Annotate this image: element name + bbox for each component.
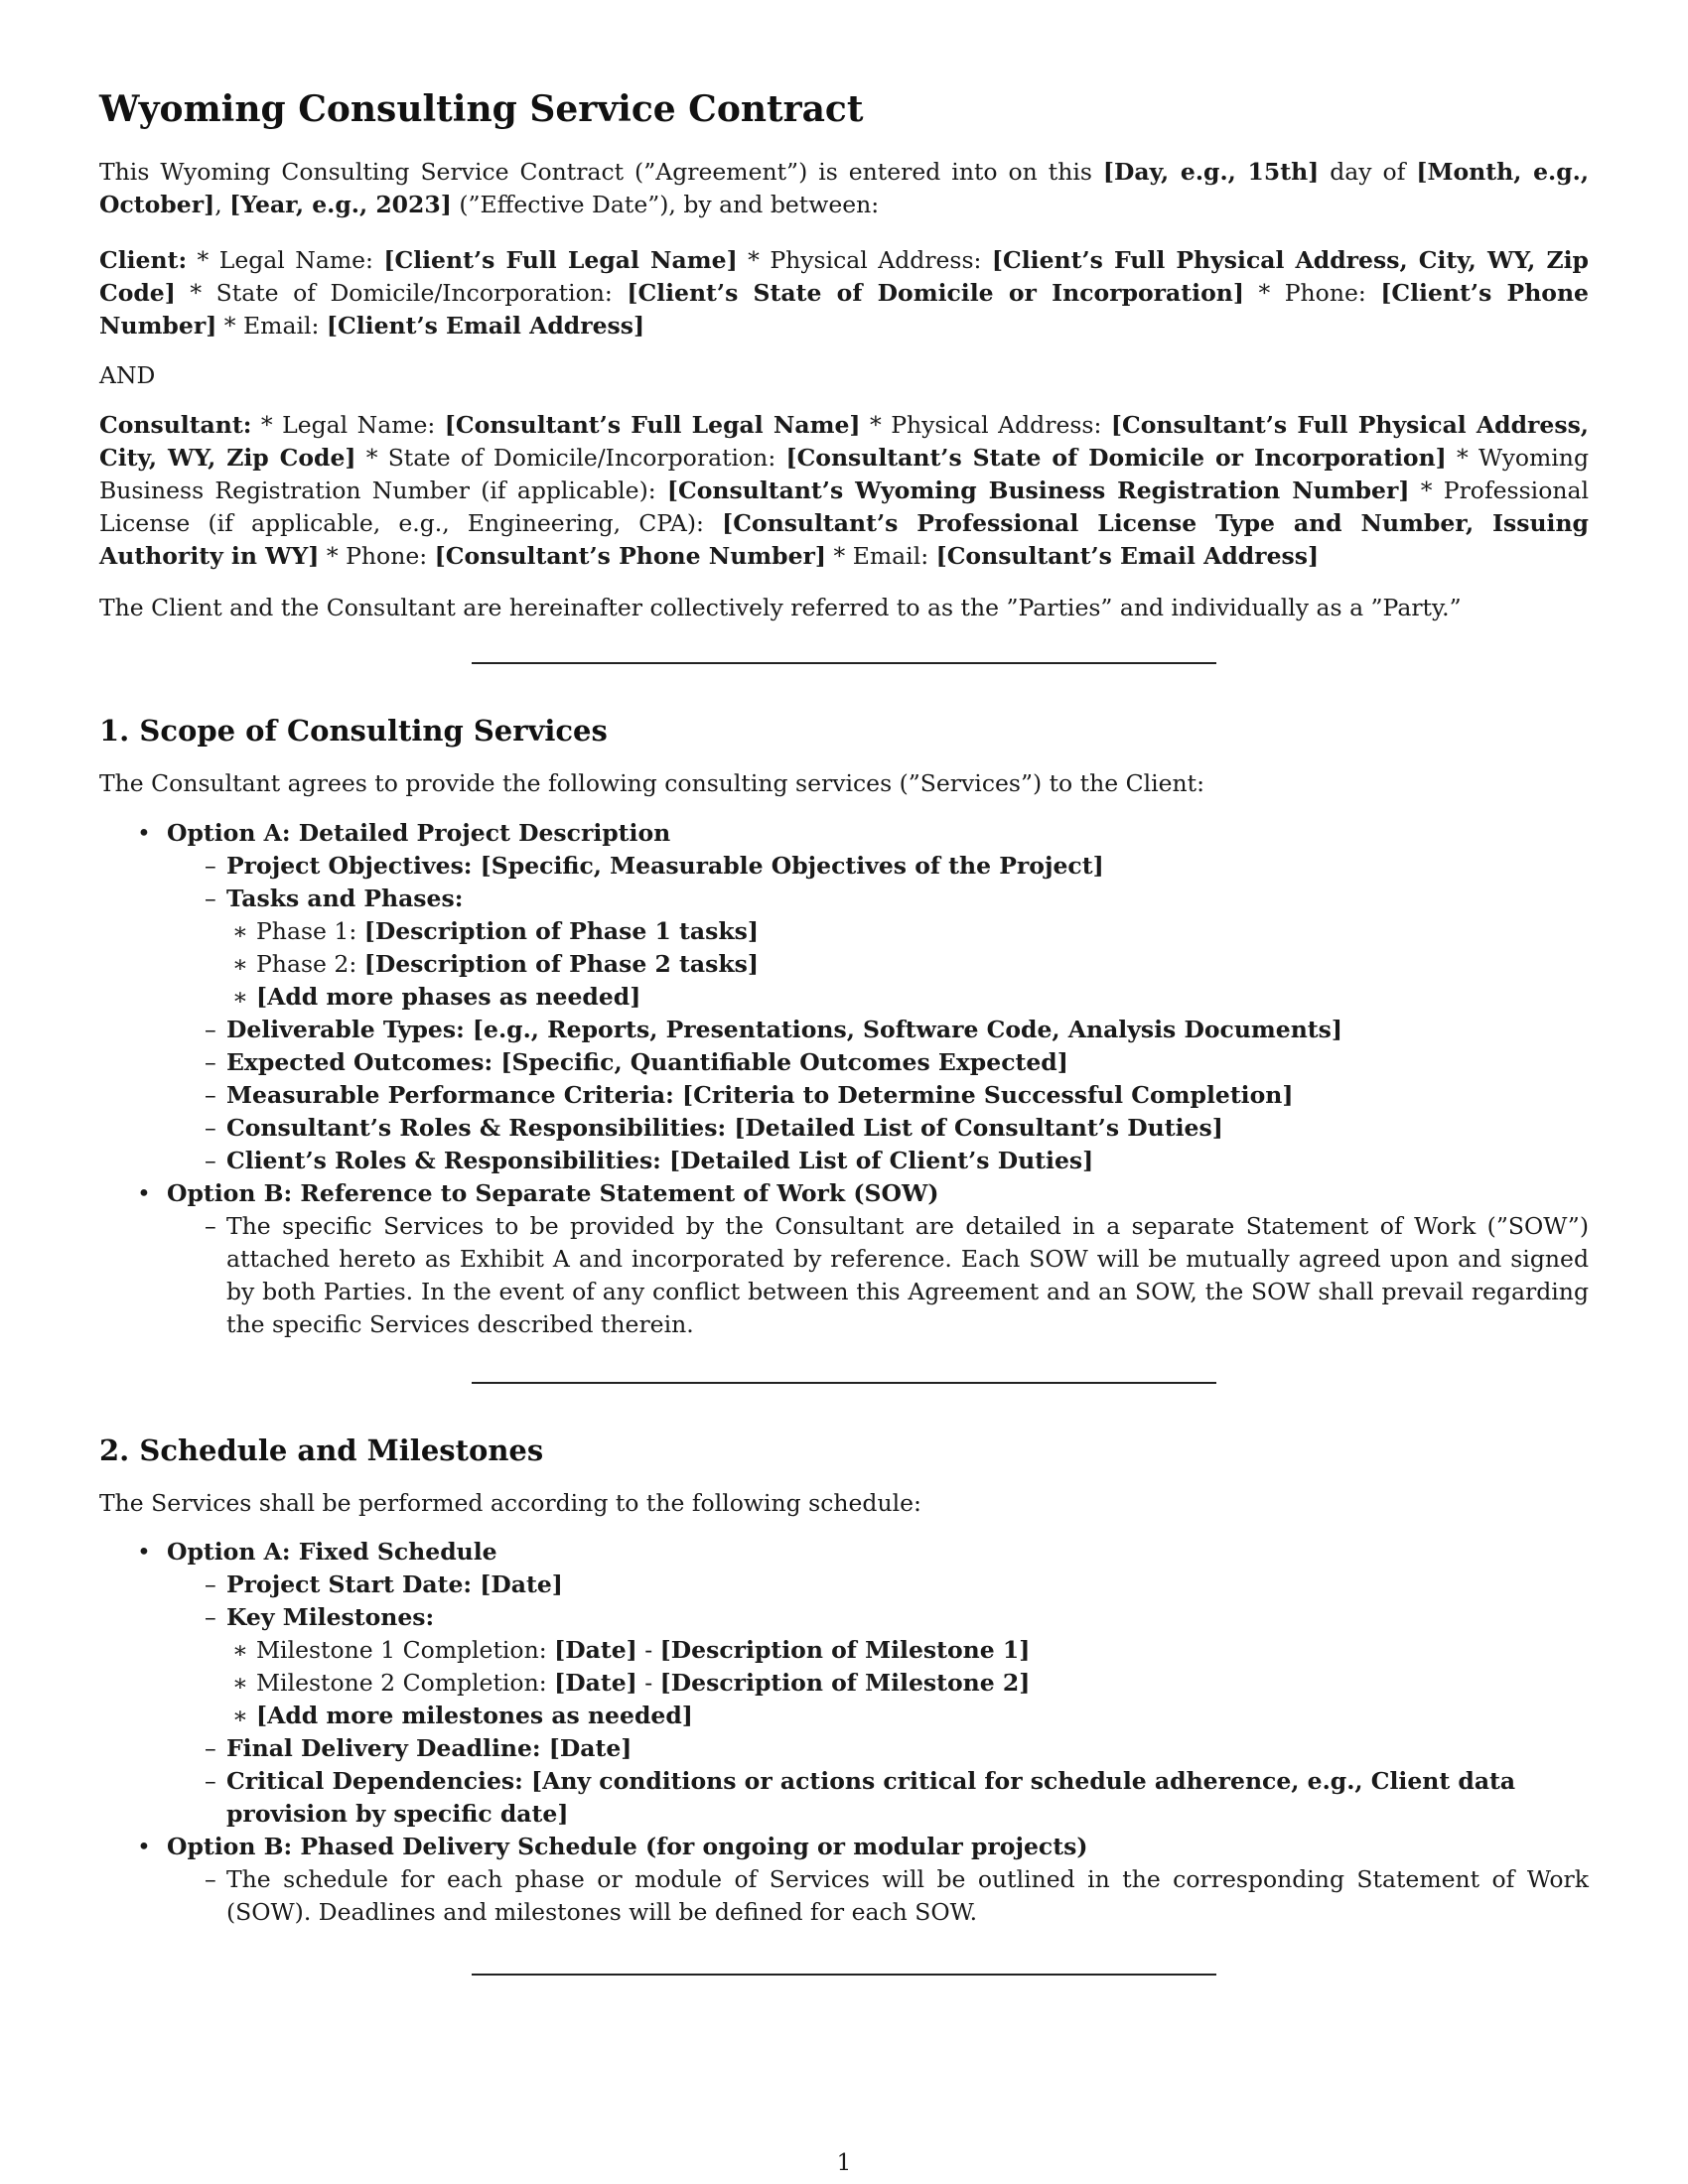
field-label: * Email: — [216, 312, 327, 340]
consultant-address: [Consultant’s Full Physical Address, City, WY, Zip Code] — [99, 411, 1589, 472]
client-domicile: [Client’s State of Domicile or Incorporation] — [627, 279, 1244, 307]
option-b-text: – The specific Services to be provided by the Consultant are detailed in a separate Statement of Work (”SOW”) attached hereto as Exhibit A and incorporated by reference. Each SOW will be mutually agreed upon and signed by both Parties. In the event of any conflict between this Agreement and an SOW, the SOW shall prevail regarding the specific Services described therein. — [226, 1212, 1589, 1338]
option-b-label: Option B: Phased Delivery Schedule (for ongoing or modular projects) — [167, 1833, 1088, 1860]
list-item — [167, 1014, 1589, 1046]
list-item — [167, 1569, 1589, 1601]
client-roles-placeholder: [Detailed List of Client’s Duties] — [669, 1147, 1094, 1174]
consultant-phone: [Consultant’s Phone Number] — [434, 542, 827, 570]
list-item — [167, 1079, 1589, 1112]
item-label: Client’s Roles & Responsibilities: — [226, 1147, 670, 1174]
item-label: Measurable Performance Criteria: — [226, 1081, 682, 1109]
separator: - — [636, 1669, 660, 1697]
option-a-label: Option A: Fixed Schedule — [167, 1538, 497, 1566]
page-number: 1 — [836, 2150, 852, 2176]
option-b-label: Option B: Reference to Separate Statement of Work (SOW) — [167, 1179, 939, 1207]
field-label: * Legal Name: — [187, 246, 384, 274]
final-deadline-placeholder: [Date] — [548, 1734, 633, 1762]
client-heading: Client: — [99, 246, 188, 274]
option-b-details — [167, 1210, 1589, 1341]
year-placeholder: [Year, e.g., 2023] — [229, 191, 452, 218]
intro-text: , — [214, 191, 230, 218]
field-label: * State of Domicile/Incorporation: — [355, 444, 786, 472]
list-item — [167, 1601, 1589, 1732]
field-label: * Email: — [826, 542, 936, 570]
section-1-intro: The Consultant agrees to provide the following consulting services (”Services”) to the Client: — [99, 769, 1205, 797]
consultant-roles-placeholder: [Detailed List of Consultant’s Duties] — [734, 1114, 1223, 1142]
month-placeholder: [Month, e.g., October] — [99, 158, 1589, 218]
more-phases-placeholder: [Add more phases as needed] — [256, 983, 641, 1011]
parties-paragraph: The Client and the Consultant are hereinafter collectively referred to as the ”Parties” and individually as a ”Party.” — [99, 594, 1462, 621]
dependencies-placeholder: [Any conditions or actions critical for schedule adherence, e.g., Client data provision by specific date] — [226, 1767, 1516, 1828]
consultant-block — [99, 409, 1589, 573]
option-b-details — [167, 1863, 1589, 1929]
list-item — [226, 948, 1589, 981]
client-block — [99, 244, 1589, 342]
field-label: * Phone: — [319, 542, 435, 570]
item-label: Final Delivery Deadline: — [226, 1734, 549, 1762]
list-item — [167, 1765, 1589, 1831]
client-email: [Client’s Email Address] — [326, 312, 645, 340]
list-item — [167, 1046, 1589, 1079]
field-label: * Physical Address: — [860, 411, 1111, 439]
milestone-1-description: [Description of Milestone 1] — [659, 1636, 1031, 1664]
separator: - — [636, 1636, 660, 1664]
milestone-2-date: [Date] — [554, 1669, 637, 1697]
client-legal-name: [Client’s Full Legal Name] — [383, 246, 738, 274]
list-item — [99, 817, 1589, 1177]
field-label: * Professional License (if applicable, e.g., Engineering, CPA): — [99, 477, 1589, 537]
section-divider — [472, 1974, 1216, 1976]
list-item — [167, 1863, 1589, 1929]
section-2-heading: 2. Schedule and Milestones — [99, 1433, 544, 1467]
milestone-1-date: [Date] — [554, 1636, 637, 1664]
section-2-intro: The Services shall be performed according to the following schedule: — [99, 1489, 921, 1517]
start-date-placeholder: [Date] — [480, 1570, 563, 1598]
list-item — [226, 915, 1589, 948]
consultant-license: [Consultant’s Professional License Type and Number, Issuing Authority in WY] — [99, 509, 1589, 570]
intro-text: This Wyoming Consulting Service Contract (”Agreement”) is entered into on this — [99, 158, 1103, 186]
list-item — [167, 1210, 1589, 1341]
option-a-details — [167, 1569, 1589, 1831]
consultant-email: [Consultant’s Email Address] — [935, 542, 1320, 570]
list-item — [167, 1145, 1589, 1177]
section-2-options — [99, 1536, 1589, 1929]
client-phone: [Client’s Phone Number] — [99, 279, 1589, 340]
criteria-placeholder: [Criteria to Determine Successful Completion] — [681, 1081, 1294, 1109]
option-a-label: Option A: Detailed Project Description — [167, 819, 671, 847]
item-label: Consultant’s Roles & Responsibilities: — [226, 1114, 735, 1142]
option-a-details — [167, 850, 1589, 1177]
item-label: Phase 1: — [256, 917, 364, 945]
phases-list — [226, 915, 1589, 1014]
more-milestones-placeholder: [Add more milestones as needed] — [256, 1702, 693, 1729]
item-label: Project Objectives: — [226, 852, 481, 880]
section-1-options — [99, 817, 1589, 1341]
list-item — [167, 850, 1589, 883]
milestone-2-description: [Description of Milestone 2] — [659, 1669, 1031, 1697]
list-item — [226, 1700, 1589, 1732]
day-placeholder: [Day, e.g., 15th] — [1102, 158, 1320, 186]
phase-1-placeholder: [Description of Phase 1 tasks] — [363, 917, 759, 945]
list-item — [226, 981, 1589, 1014]
list-item — [99, 1831, 1589, 1929]
section-divider — [472, 1382, 1216, 1384]
list-item — [167, 1112, 1589, 1145]
intro-text: day of — [1319, 158, 1417, 186]
list-item — [226, 1667, 1589, 1700]
item-label: Deliverable Types: — [226, 1016, 473, 1043]
consultant-legal-name: [Consultant’s Full Legal Name] — [444, 411, 861, 439]
outcomes-placeholder: [Specific, Quantifiable Outcomes Expected] — [500, 1048, 1068, 1076]
milestones-list — [226, 1634, 1589, 1732]
list-item — [226, 1634, 1589, 1667]
client-address: [Client’s Full Physical Address, City, WY, Zip Code] — [99, 246, 1589, 307]
item-label: Project Start Date: — [226, 1570, 481, 1598]
document-title: Wyoming Consulting Service Contract — [99, 88, 864, 130]
list-item — [99, 1536, 1589, 1831]
item-label: Key Milestones: — [226, 1603, 435, 1631]
item-label: Milestone 1 Completion: — [256, 1636, 555, 1664]
deliverables-placeholder: [e.g., Reports, Presentations, Software Code, Analysis Documents] — [472, 1016, 1343, 1043]
list-item — [99, 1177, 1589, 1341]
consultant-domicile: [Consultant’s State of Domicile or Incorporation] — [785, 444, 1447, 472]
intro-paragraph — [99, 156, 1589, 221]
item-label: Critical Dependencies: — [226, 1767, 531, 1795]
field-label: * Phone: — [1243, 279, 1381, 307]
item-label: Phase 2: — [256, 950, 364, 978]
section-divider — [472, 662, 1216, 664]
field-label: * Legal Name: — [251, 411, 445, 439]
phase-2-placeholder: [Description of Phase 2 tasks] — [363, 950, 759, 978]
consultant-registration: [Consultant’s Wyoming Business Registration Number] — [666, 477, 1410, 504]
intro-text: (”Effective Date”), by and between: — [451, 191, 880, 218]
objectives-placeholder: [Specific, Measurable Objectives of the Project] — [480, 852, 1104, 880]
list-item — [167, 1732, 1589, 1765]
field-label: * State of Domicile/Incorporation: — [175, 279, 628, 307]
item-label: Milestone 2 Completion: — [256, 1669, 555, 1697]
item-label: Tasks and Phases: — [226, 885, 464, 912]
option-b-text: – The schedule for each phase or module of Services will be outlined in the corresponding Statement of Work (SOW). Deadlines and milestones will be defined for each SOW. — [226, 1865, 1589, 1926]
field-label: * Physical Address: — [737, 246, 992, 274]
list-item — [167, 883, 1589, 1014]
consultant-heading: Consultant: — [99, 411, 252, 439]
field-label: * Wyoming Business Registration Number (if applicable): — [99, 444, 1589, 504]
section-1-heading: 1. Scope of Consulting Services — [99, 714, 608, 748]
and-text: AND — [99, 361, 156, 389]
item-label: Expected Outcomes: — [226, 1048, 501, 1076]
